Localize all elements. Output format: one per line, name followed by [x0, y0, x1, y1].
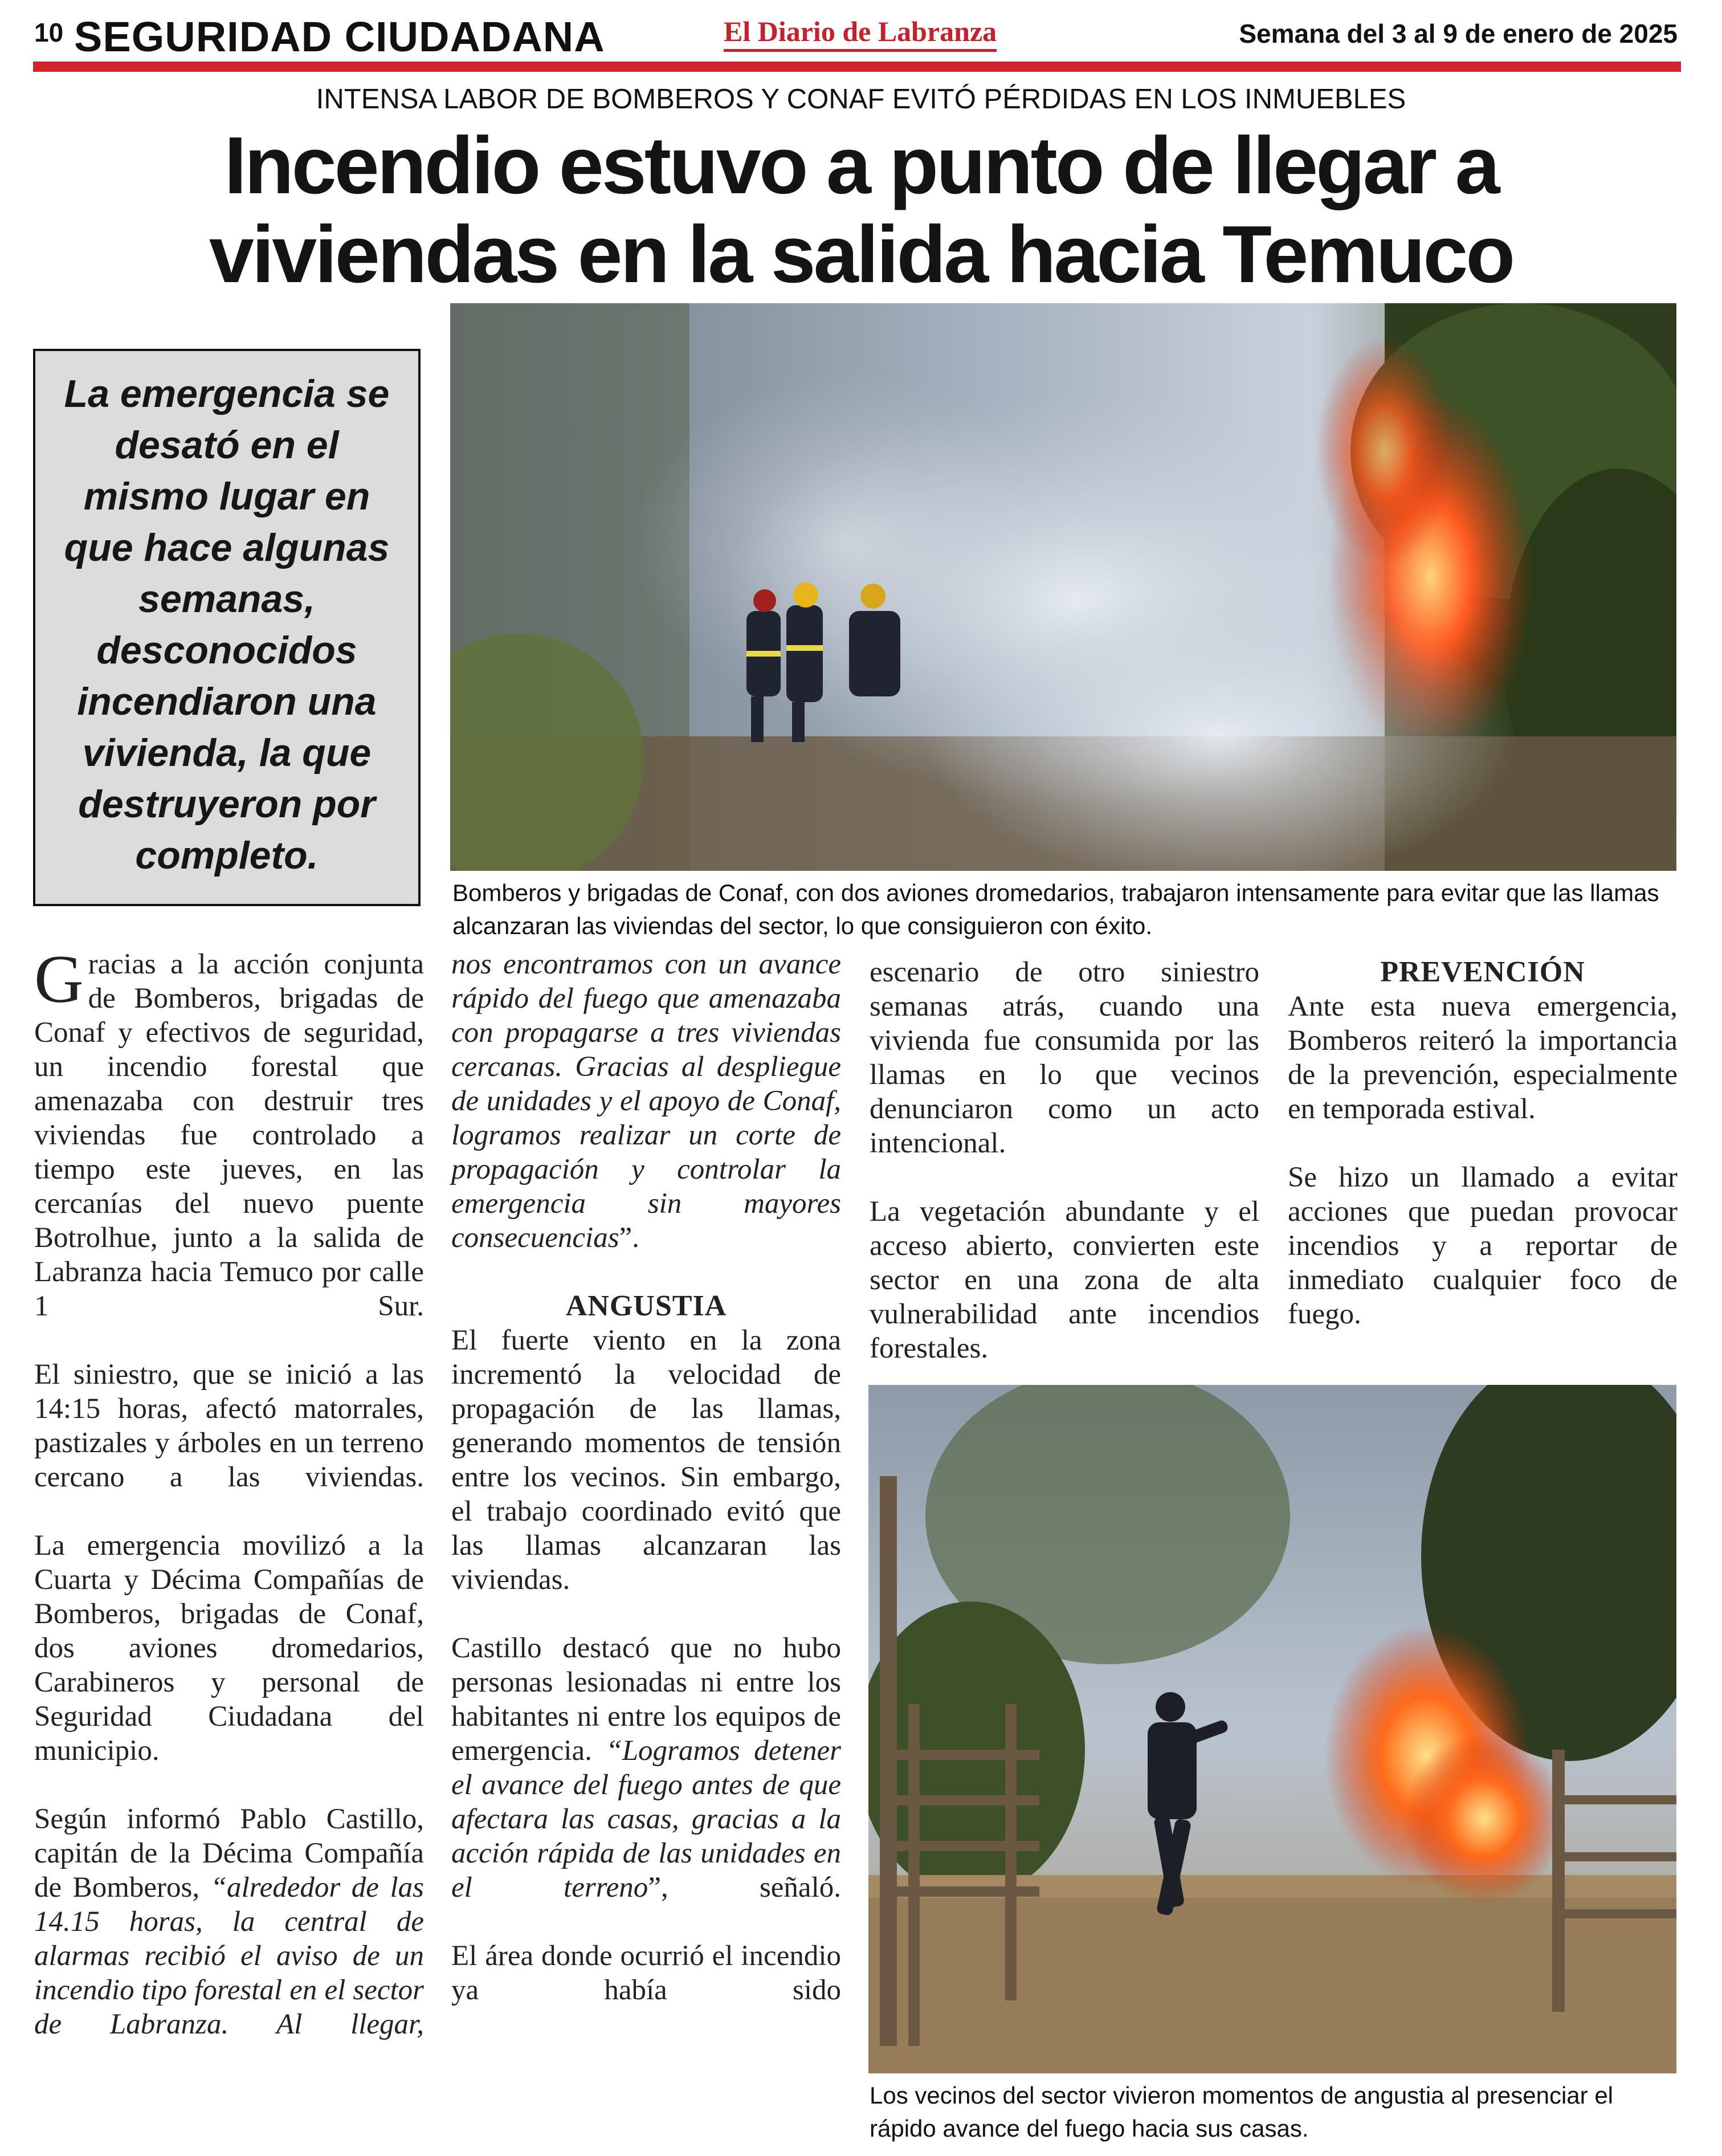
headline-line-2: viviendas en la salida hacia Temuco — [209, 209, 1513, 300]
article-column-4 — [1288, 955, 1678, 1366]
col1-paragraph-2: El siniestro, que se inició a las 14:15 horas, afectó matorrales, pastizales y árboles en un terreno cercano a las viviendas. — [34, 1359, 424, 1493]
col1-paragraph-1: racias a la acción conjunta de Bomberos, brigadas de Conaf y efectivos de seguridad, un incendio forestal que amenazaba con destruir tres viviendas fue controlado a tiempo este jueves, en las cercanías del nuevo puente Botrolhue, junto a la salida de Labranza hacia Temuco por calle 1 Sur. — [34, 948, 424, 1322]
officer-running-photo — [868, 1385, 1676, 2073]
subhead-prevencion: PREVENCIÓN — [1380, 956, 1585, 988]
headline-line-1: Incendio estuvo a punto de llegar a — [224, 120, 1498, 211]
col2-quote-2: “Logramos detener el avance del fuego antes de que afectara las casas, gracias a la acción rápida de las unidades en el terreno — [451, 1735, 841, 1904]
col1-paragraph-3: La emergencia movilizó a la Cuarta y Décima Compañías de Bomberos, brigadas de Conaf, dos aviones dromedarios, Carabineros y personal de Seguridad Ciudadana del municipio. — [34, 1530, 424, 1767]
issue-date: Semana del 3 al 9 de enero de 2025 — [1239, 19, 1678, 48]
col1-paragraph-4: Según informó Pablo Castillo, capitán de la Décima Compañía de Bomberos, — [34, 1803, 424, 1904]
col3-paragraph-2: La vegetación abundante y el acceso abierto, convierten este sector en una zona de alta vulnerabilidad ante incendios forestales. — [870, 1196, 1259, 1364]
col2-paragraph-3: Castillo destacó que no hubo personas lesionadas ni entre los habitantes ni entre los equipos de emergencia. — [451, 1632, 841, 1767]
photo-1-caption: Bomberos y brigadas de Conaf, con dos aviones dromedarios, trabajaron intensamente para evitar que las llamas alcanzaran las viviendas del sector, lo que consiguieron con éxito. — [452, 879, 1659, 939]
article-column-3 — [870, 955, 1259, 1400]
col2-quote: nos encontramos con un avance rápido del fuego que amenazaba con propagarse a tres viviendas cercanas. Gracias al despliegue de unidades y el apoyo de Conaf, logramos realizar un corte de propagación y controlar la emergencia sin mayores consecuencias — [451, 948, 841, 1254]
pull-quote-box — [33, 349, 421, 906]
article-kicker: INTENSA LABOR DE BOMBEROS Y CONAF EVITÓ PÉRDIDAS EN LOS INMUEBLES — [316, 84, 1406, 115]
firefighters-photo — [450, 303, 1676, 871]
col4-paragraph-1: Ante esta nueva emergencia, Bomberos reiteró la importancia de la prevención, especialmente en temporada estival. — [1288, 991, 1678, 1125]
col2-quote-end: ”. — [619, 1222, 639, 1254]
drop-cap: G — [34, 941, 84, 1017]
section-title: SEGURIDAD CIUDADANA — [74, 13, 605, 60]
header-divider — [33, 62, 1681, 72]
col2-quote-2-end: ”, señaló. — [648, 1872, 841, 1904]
photo-2-caption: Los vecinos del sector vivieron momentos de angustia al presenciar el rápido avance del fuego hacia sus casas. — [870, 2082, 1614, 2142]
article-column-1 — [34, 941, 424, 2076]
page-number: 10 — [34, 18, 64, 47]
pull-quote-text: La emergencia se desató en el mismo lugar en que hace algunas semanas, desconocidos incendiaron una vivienda, la que destruyeron por completo. — [64, 372, 390, 877]
article-column-2 — [451, 947, 841, 2041]
newspaper-masthead: El Diario de Labranza — [724, 15, 997, 52]
col2-paragraph-4: El área donde ocurrió el incendio ya había sido — [451, 1940, 841, 2006]
col4-paragraph-2: Se hizo un llamado a evitar acciones que puedan provocar incendios y a reportar de inmediato cualquier foco de fuego. — [1288, 1161, 1678, 1330]
col1-quote: “alrededor de las 14.15 horas, la central de alarmas recibió el aviso de un incendio tipo forestal en el sector de Labranza. Al llegar, — [34, 1872, 424, 2040]
subhead-angustia: ANGUSTIA — [565, 1290, 727, 1322]
col2-paragraph-2: El fuerte viento en la zona incrementó la velocidad de propagación de las llamas, generando momentos de tensión entre los vecinos. Sin embargo, el trabajo coordinado evitó que las llamas alcanzaran las viviendas. — [451, 1324, 841, 1596]
col3-paragraph-1: escenario de otro siniestro semanas atrás, cuando una vivienda fue consumida por las llamas en lo que vecinos denunciaron como un acto intencional. — [870, 956, 1259, 1159]
